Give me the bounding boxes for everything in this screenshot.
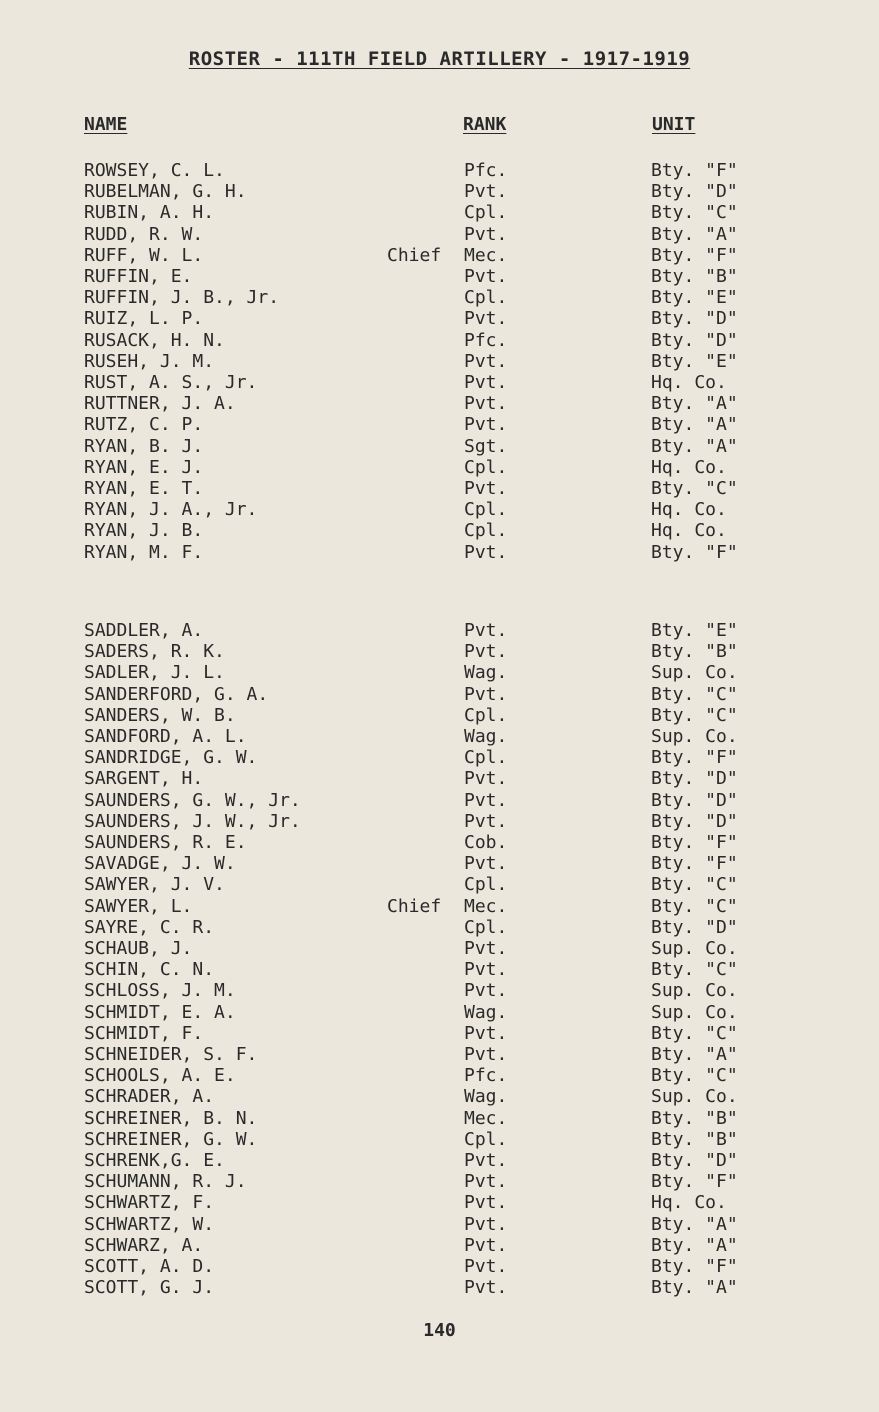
roster-name: RUDD, R. W. <box>84 223 204 245</box>
roster-rank: Cpl. <box>464 1128 508 1150</box>
roster-name: SCHIN, C. N. <box>84 959 215 981</box>
roster-row <box>0 726 879 748</box>
roster-rank: Cpl. <box>464 916 508 938</box>
roster-row <box>0 1171 879 1193</box>
roster-row <box>0 790 879 812</box>
roster-name: SANDRIDGE, G. W. <box>84 747 258 769</box>
roster-rank: Cpl. <box>464 874 508 896</box>
roster-unit: Bty. "A" <box>651 1277 738 1299</box>
roster-row <box>0 662 879 684</box>
roster-row <box>0 330 879 352</box>
roster-unit: Bty. "C" <box>651 704 738 726</box>
roster-name: RUBELMAN, G. H. <box>84 181 247 203</box>
roster-name: RUBIN, A. H. <box>84 202 215 224</box>
page-number: 140 <box>423 1320 456 1341</box>
roster-rank: Cpl. <box>464 704 508 726</box>
roster-rank: Pvt. <box>464 223 508 245</box>
roster-row <box>0 202 879 224</box>
roster-row <box>0 620 879 642</box>
roster-unit: Sup. Co. <box>651 980 738 1002</box>
roster-rank: Pvt. <box>464 308 508 330</box>
roster-unit: Bty. "C" <box>651 959 738 981</box>
roster-rank: Cpl. <box>464 499 508 521</box>
roster-rank: Pvt. <box>464 1044 508 1065</box>
roster-rank: Pvt. <box>464 541 508 563</box>
roster-row <box>0 266 879 288</box>
roster-unit: Bty. "D" <box>651 916 738 938</box>
roster-row <box>0 287 879 309</box>
roster-row <box>0 1023 879 1045</box>
roster-unit: Bty. "D" <box>651 329 738 351</box>
roster-rank: Pvt. <box>464 1171 508 1193</box>
roster-unit: Bty. "A" <box>651 414 738 436</box>
roster-row <box>0 436 879 458</box>
roster-name: RUFF, W. L. <box>84 244 204 266</box>
roster-unit: Bty. "A" <box>651 393 738 415</box>
roster-row <box>0 372 879 394</box>
roster-name: SCHLOSS, J. M. <box>84 980 236 1002</box>
roster-row <box>0 980 879 1002</box>
roster-unit: Hq. Co. <box>651 1192 727 1214</box>
roster-unit: Bty. "C" <box>651 683 738 705</box>
roster-row <box>0 499 879 521</box>
roster-name: SCHREINER, B. N. <box>84 1107 258 1129</box>
roster-name: SCOTT, G. J. <box>84 1277 215 1299</box>
column-header-name: NAME <box>84 114 128 135</box>
roster-rank: Pvt. <box>464 1192 508 1214</box>
roster-name: SCHWARTZ, F. <box>84 1192 215 1214</box>
roster-row <box>0 1214 879 1236</box>
roster-row <box>0 1065 879 1087</box>
roster-rank: Pvt. <box>464 1277 508 1299</box>
roster-row <box>0 874 879 896</box>
roster-rank: Pvt. <box>464 1256 508 1277</box>
roster-name: SCHRENK,G. E. <box>84 1150 225 1171</box>
roster-rank: Pvt. <box>464 393 508 415</box>
roster-unit: Hq. Co. <box>651 372 727 393</box>
roster-row <box>0 811 879 833</box>
roster-rank: Wag. <box>464 1001 508 1023</box>
roster-rank: Pfc. <box>464 329 508 351</box>
roster-unit: Bty. "D" <box>651 308 738 330</box>
page-title-text: ROSTER - 111TH FIELD ARTILLERY - 1917-1919 <box>188 48 691 70</box>
roster-name: RUSEH, J. M. <box>84 350 215 372</box>
roster-rank: Mec. <box>464 1107 508 1129</box>
roster-unit: Bty. "D" <box>651 768 738 790</box>
roster-name: RUST, A. S., Jr. <box>84 372 258 393</box>
roster-rank: Pfc. <box>464 1065 508 1087</box>
roster-row <box>0 938 879 960</box>
roster-name: SCOTT, A. D. <box>84 1256 215 1277</box>
roster-row <box>0 393 879 415</box>
roster-unit: Bty. "B" <box>651 1107 738 1129</box>
roster-row <box>0 959 879 981</box>
roster-unit: Bty. "F" <box>651 1171 738 1193</box>
roster-rank: Pvt. <box>464 350 508 372</box>
roster-unit: Bty. "A" <box>651 1213 738 1235</box>
roster-rank: Pvt. <box>464 959 508 981</box>
roster-row <box>0 1235 879 1257</box>
roster-unit: Bty. "B" <box>651 641 738 663</box>
roster-rank: Wag. <box>464 726 508 747</box>
roster-rank: Pvt. <box>464 414 508 436</box>
roster-row <box>0 224 879 246</box>
roster-name: SAUNDERS, R. E. <box>84 832 247 853</box>
roster-row <box>0 705 879 727</box>
roster-name: SARGENT, H. <box>84 768 204 790</box>
roster-unit: Bty. "F" <box>651 832 738 853</box>
roster-rank: Pfc. <box>464 160 508 181</box>
roster-name: SCHWARZ, A. <box>84 1234 204 1256</box>
roster-name: RYAN, M. F. <box>84 541 204 563</box>
roster-name: RUFFIN, E. <box>84 266 193 287</box>
roster-unit: Bty. "D" <box>651 181 738 203</box>
roster-row <box>0 1277 879 1299</box>
roster-name: SCHUMANN, R. J. <box>84 1171 247 1193</box>
roster-rank: Cpl. <box>464 456 508 478</box>
roster-row <box>0 351 879 373</box>
roster-unit: Hq. Co. <box>651 456 727 478</box>
roster-unit: Bty. "E" <box>651 287 738 309</box>
roster-rank: Pvt. <box>464 853 508 875</box>
roster-row <box>0 853 879 875</box>
roster-rank: Cob. <box>464 832 508 853</box>
roster-rank: Cpl. <box>464 287 508 309</box>
roster-unit: Bty. "F" <box>651 244 738 266</box>
roster-rank: Pvt. <box>464 266 508 287</box>
roster-name: SAUNDERS, G. W., Jr. <box>84 789 301 811</box>
roster-name: RUTZ, C. P. <box>84 414 204 436</box>
roster-unit: Bty. "D" <box>651 789 738 811</box>
roster-rank: Wag. <box>464 1086 508 1108</box>
roster-name: SANDERS, W. B. <box>84 704 236 726</box>
roster-unit: Hq. Co. <box>651 499 727 521</box>
roster-unit: Bty. "A" <box>651 1044 738 1065</box>
roster-row <box>0 245 879 267</box>
roster-name: RYAN, E. J. <box>84 456 204 478</box>
roster-name: SCHMIDT, F. <box>84 1022 204 1044</box>
roster-rank: Pvt. <box>464 620 508 641</box>
roster-row <box>0 1108 879 1130</box>
roster-name: SCHMIDT, E. A. <box>84 1001 236 1023</box>
roster-row <box>0 1129 879 1151</box>
roster-row <box>0 520 879 542</box>
roster-row <box>0 832 879 854</box>
roster-row <box>0 747 879 769</box>
roster-rank: Mec. <box>464 244 508 266</box>
roster-row <box>0 684 879 706</box>
roster-unit: Bty. "C" <box>651 874 738 896</box>
roster-rank: Pvt. <box>464 810 508 832</box>
column-header-unit: UNIT <box>652 114 696 135</box>
roster-row <box>0 457 879 479</box>
roster-rank: Pvt. <box>464 1213 508 1235</box>
roster-rank: Cpl. <box>464 520 508 542</box>
roster-row <box>0 1192 879 1214</box>
roster-unit: Bty. "E" <box>651 620 738 641</box>
roster-name: SCHOOLS, A. E. <box>84 1065 236 1087</box>
roster-name: SCHAUB, J. <box>84 938 193 959</box>
roster-row <box>0 414 879 436</box>
roster-name: SANDERFORD, G. A. <box>84 683 269 705</box>
roster-name: SCHREINER, G. W. <box>84 1128 258 1150</box>
roster-unit: Bty. "C" <box>651 895 738 917</box>
roster-rank: Pvt. <box>464 768 508 790</box>
roster-name: RUIZ, L. P. <box>84 308 204 330</box>
roster-rank: Pvt. <box>464 1022 508 1044</box>
roster-unit: Bty. "D" <box>651 810 738 832</box>
roster-row <box>0 768 879 790</box>
roster-row <box>0 896 879 918</box>
roster-unit: Sup. Co. <box>651 726 738 747</box>
roster-rank: Cpl. <box>464 747 508 769</box>
roster-name: SAWYER, J. V. <box>84 874 225 896</box>
roster-name: SAWYER, L. <box>84 895 193 917</box>
roster-rank: Pvt. <box>464 478 508 499</box>
roster-unit: Bty. "A" <box>651 1234 738 1256</box>
roster-rank: Pvt. <box>464 938 508 959</box>
roster-rank: Sgt. <box>464 435 508 457</box>
roster-name: RUSACK, H. N. <box>84 329 225 351</box>
roster-row <box>0 1044 879 1066</box>
roster-unit: Hq. Co. <box>651 520 727 542</box>
roster-row <box>0 1150 879 1172</box>
roster-rank: Pvt. <box>464 683 508 705</box>
roster-unit: Bty. "F" <box>651 541 738 563</box>
roster-name: RYAN, B. J. <box>84 435 204 457</box>
roster-name: SADLER, J. L. <box>84 662 225 684</box>
roster-unit: Bty. "E" <box>651 350 738 372</box>
roster-row <box>0 641 879 663</box>
roster-unit: Bty. "A" <box>651 435 738 457</box>
roster-rank: Wag. <box>464 662 508 684</box>
roster-name: RYAN, J. A., Jr. <box>84 499 258 521</box>
roster-row <box>0 1256 879 1278</box>
roster-name: SADDLER, A. <box>84 620 204 641</box>
roster-unit: Sup. Co. <box>651 662 738 684</box>
roster-row <box>0 160 879 182</box>
roster-rank: Pvt. <box>464 789 508 811</box>
roster-rank: Pvt. <box>464 372 508 393</box>
roster-name: SCHWARTZ, W. <box>84 1213 215 1235</box>
roster-name: SAVADGE, J. W. <box>84 853 236 875</box>
roster-name: ROWSEY, C. L. <box>84 160 225 181</box>
column-header-rank: RANK <box>463 114 507 135</box>
roster-name: SANDFORD, A. L. <box>84 726 247 747</box>
roster-unit: Bty. "A" <box>651 223 738 245</box>
roster-name: SAYRE, C. R. <box>84 916 215 938</box>
roster-row <box>0 308 879 330</box>
roster-unit: Sup. Co. <box>651 1001 738 1023</box>
roster-name: SADERS, R. K. <box>84 641 225 663</box>
roster-row <box>0 1002 879 1024</box>
roster-unit: Bty. "F" <box>651 853 738 875</box>
roster-name: SAUNDERS, J. W., Jr. <box>84 810 301 832</box>
roster-row <box>0 1086 879 1108</box>
roster-row <box>0 542 879 564</box>
roster-unit: Bty. "C" <box>651 1065 738 1087</box>
roster-rank: Pvt. <box>464 1234 508 1256</box>
roster-unit: Bty. "C" <box>651 202 738 224</box>
roster-unit: Bty. "B" <box>651 266 738 287</box>
roster-row <box>0 917 879 939</box>
roster-name: RYAN, J. B. <box>84 520 204 542</box>
roster-unit: Bty. "F" <box>651 747 738 769</box>
roster-row <box>0 478 879 500</box>
roster-rank: Pvt. <box>464 980 508 1002</box>
roster-unit: Sup. Co. <box>651 1086 738 1108</box>
roster-rank: Cpl. <box>464 202 508 224</box>
roster-unit: Bty. "B" <box>651 1128 738 1150</box>
roster-rank: Pvt. <box>464 1150 508 1171</box>
roster-unit: Bty. "C" <box>651 1022 738 1044</box>
roster-rank: Pvt. <box>464 641 508 663</box>
roster-unit: Bty. "F" <box>651 160 738 181</box>
roster-pre: Chief <box>387 895 442 917</box>
roster-unit: Bty. "D" <box>651 1150 738 1171</box>
roster-unit: Bty. "C" <box>651 478 738 499</box>
roster-name: RYAN, E. T. <box>84 478 204 499</box>
roster-name: RUFFIN, J. B., Jr. <box>84 287 280 309</box>
roster-name: RUTTNER, J. A. <box>84 393 236 415</box>
roster-name: SCHRADER, A. <box>84 1086 215 1108</box>
roster-rank: Pvt. <box>464 181 508 203</box>
roster-unit: Sup. Co. <box>651 938 738 959</box>
roster-rank: Mec. <box>464 895 508 917</box>
roster-name: SCHNEIDER, S. F. <box>84 1044 258 1065</box>
roster-pre: Chief <box>387 244 442 266</box>
roster-unit: Bty. "F" <box>651 1256 738 1277</box>
roster-row <box>0 181 879 203</box>
